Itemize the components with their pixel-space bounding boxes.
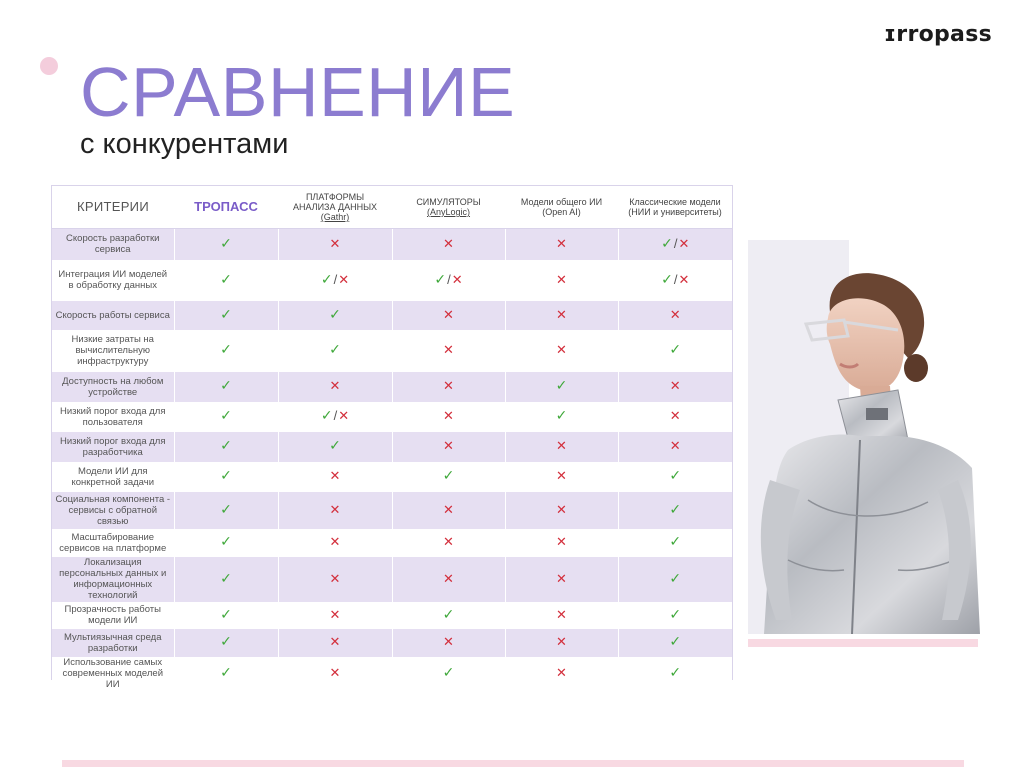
table-row [52,462,732,492]
cross-icon: ✕ [443,306,454,322]
check-icon [618,557,732,602]
cross-icon [278,462,392,492]
table-row [52,492,732,529]
column-header-line: Модели общего ИИ [520,197,603,207]
check-icon [174,602,278,629]
cross-icon: ✕ [443,378,454,393]
check-icon [618,462,732,492]
cross-icon: ✕ [443,534,454,549]
criterion-cell: Модели ИИ для конкретной задачи [52,462,174,492]
check-icon: ✓ [220,234,232,251]
criterion-cell: Мультиязычная среда разработки [52,629,174,657]
check-icon: ✓ [329,437,341,453]
check-icon: ✓ [669,341,682,357]
cross-icon: ✕ [443,408,454,423]
cross-icon [392,330,505,372]
cross-icon [392,402,505,432]
table-row [52,372,732,402]
cross-icon [278,602,392,629]
check-icon: ✓ [555,407,568,423]
cross-icon [505,657,618,690]
check-icon: ✓ [220,500,232,517]
check-icon: ✓ [220,341,232,357]
cross-icon [505,260,618,301]
cross-icon: ✕ [669,408,681,423]
check-icon [618,629,732,657]
check-icon [618,330,732,372]
column-header-0 [52,186,174,229]
check-icon: ✓ [220,437,232,453]
check-icon: ✓ [220,633,232,649]
decorative-bar [748,639,978,647]
person-photo [748,240,980,634]
check-icon [174,657,278,690]
check-icon [278,301,392,330]
cross-icon: ✕ [556,534,567,549]
cross-icon: ✕ [556,606,567,622]
cross-icon [392,432,505,462]
check-icon [618,529,732,557]
cross-icon: ✕ [556,501,567,517]
cross-icon: ✕ [329,534,341,549]
column-header-line: ПЛАТФОРМЫ [305,192,365,202]
check-icon: ✓ [220,663,232,680]
cross-icon [278,229,392,260]
cross-icon: ✕ [556,438,567,453]
check-icon: ✓ [442,467,455,483]
table-row [52,260,732,301]
check-icon: ✓ [669,605,682,622]
column-header-3 [392,186,505,229]
comparison-table [51,185,733,690]
check-icon [618,602,732,629]
check-icon: ✓ [220,270,232,287]
column-header-text: КРИТЕРИИ [77,199,149,214]
cross-icon [618,372,732,402]
partial-icon [278,402,392,432]
partial-icon: ✓/✕ [320,270,350,287]
cross-icon [392,229,505,260]
check-icon: ✓ [442,663,455,680]
check-icon [174,402,278,432]
check-icon [174,330,278,372]
cross-icon: ✕ [443,235,454,251]
column-header-4 [505,186,618,229]
cross-icon: ✕ [556,271,567,287]
criterion-cell: Социальная компонента - сервисы с обратной связью [52,492,174,529]
table-row [52,529,732,557]
cross-icon: ✕ [329,634,341,649]
table-row [52,330,732,372]
check-icon [618,492,732,529]
check-icon [174,557,278,602]
cross-icon: ✕ [556,235,567,251]
check-icon: ✓ [220,605,232,622]
cross-icon: ✕ [329,378,341,393]
table-row [52,602,732,629]
cross-icon [278,557,392,602]
cross-icon: ✕ [556,664,567,680]
cross-icon: ✕ [329,606,341,622]
check-icon [618,657,732,690]
cross-icon [505,462,618,492]
check-icon [278,432,392,462]
check-icon: ✓ [220,467,232,483]
cross-icon: ✕ [443,342,454,357]
column-header-line: (Open AI) [542,207,581,217]
cross-icon [392,492,505,529]
check-icon [392,602,505,629]
check-icon: ✓ [669,569,682,586]
cross-icon: ✕ [669,306,681,322]
cross-icon [392,372,505,402]
cross-icon: ✕ [329,664,341,680]
cross-icon: ✕ [329,570,341,586]
cross-icon [505,629,618,657]
cross-icon [505,432,618,462]
cross-icon [618,432,732,462]
check-icon: ✓ [669,533,682,549]
column-header-line: (НИИ и университеты) [628,207,722,217]
check-icon [392,657,505,690]
check-icon [174,492,278,529]
criterion-cell: Локализация персональных данных и информационных технологий [52,557,174,602]
check-icon [278,330,392,372]
partial-icon [392,260,505,301]
cross-icon [392,301,505,330]
check-icon: ✓ [329,341,341,357]
cross-icon: ✕ [443,570,454,586]
partial-icon [618,229,732,260]
table-row [52,432,732,462]
cross-icon: ✕ [329,501,341,517]
column-header-source: (Gathr) [320,212,350,222]
cross-icon [392,557,505,602]
cross-icon [505,602,618,629]
check-icon [505,372,618,402]
table-row [52,557,732,602]
criterion-cell: Масштабирование сервисов на платформе [52,529,174,557]
column-header-line: СИМУЛЯТОРЫ [416,197,481,207]
cross-icon: ✕ [556,634,567,649]
table-row [52,402,732,432]
check-icon: ✓ [669,500,682,517]
criterion-cell: Низкий порог входа для пользователя [52,402,174,432]
cross-icon [618,402,732,432]
criterion-cell: Скорость работы сервиса [52,301,174,330]
table-row [52,301,732,330]
check-icon: ✓ [220,407,232,423]
cross-icon [505,330,618,372]
partial-icon: ✓/✕ [434,270,463,287]
check-icon [174,629,278,657]
cross-icon [505,557,618,602]
column-header-source: (AnyLogic) [426,207,471,217]
footer-bar [62,760,964,767]
cross-icon: ✕ [556,570,567,586]
cross-icon: ✕ [329,468,341,483]
check-icon [174,529,278,557]
criterion-cell: Доступность на любом устройстве [52,372,174,402]
partial-icon [278,260,392,301]
check-icon [174,462,278,492]
criterion-cell: Скорость разработки сервиса [52,229,174,260]
cross-icon [278,529,392,557]
cross-icon: ✕ [329,235,341,251]
check-icon [505,402,618,432]
check-icon [174,372,278,402]
table-header-row [52,186,732,229]
check-icon: ✓ [669,467,682,483]
cross-icon [618,301,732,330]
partial-icon [618,260,732,301]
check-icon: ✓ [329,305,341,322]
table-row [52,657,732,690]
column-header-1 [174,186,278,229]
tropass-logo: ɪrropass [884,22,992,47]
cross-icon: ✕ [443,634,454,649]
partial-icon: ✓/✕ [661,234,690,251]
cross-icon [278,372,392,402]
cross-icon: ✕ [669,438,681,453]
check-icon [174,229,278,260]
cross-icon [505,301,618,330]
partial-icon: ✓/✕ [320,407,350,423]
cross-icon [505,229,618,260]
column-header-line: Классические модели [629,197,721,207]
cross-icon: ✕ [443,438,454,453]
table-row [52,629,732,657]
check-icon: ✓ [669,663,682,680]
check-icon [392,462,505,492]
cross-icon [278,492,392,529]
table-row [52,229,732,260]
cross-icon [505,492,618,529]
check-icon: ✓ [555,377,568,393]
cross-icon: ✕ [556,306,567,322]
decorative-dot [40,57,58,75]
check-icon: ✓ [220,533,232,549]
check-icon [174,432,278,462]
cross-icon [392,529,505,557]
criterion-cell: Низкие затраты на вычислительную инфраструктуру [52,330,174,372]
criterion-cell: Низкий порог входа для разработчика [52,432,174,462]
check-icon: ✓ [220,305,232,322]
column-header-text: ТРОПАСС [194,199,258,214]
criterion-cell: Прозрачность работы модели ИИ [52,602,174,629]
column-header-line: АНАЛИЗА ДАННЫХ [292,202,378,212]
column-header-5 [618,186,732,229]
cross-icon: ✕ [556,468,567,483]
slide-subtitle: с конкурентами [80,128,289,160]
slide-title: СРАВНЕНИЕ [80,53,516,131]
cross-icon [505,529,618,557]
check-icon: ✓ [669,633,682,649]
check-icon [174,260,278,301]
check-icon: ✓ [220,569,232,586]
partial-icon: ✓/✕ [661,270,690,287]
cross-icon [278,629,392,657]
cross-icon: ✕ [669,378,681,393]
criterion-cell: Использование самых современных моделей ИИ [52,657,174,690]
check-icon [174,301,278,330]
cross-icon: ✕ [556,342,567,357]
cross-icon: ✕ [443,501,454,517]
column-header-2 [278,186,392,229]
cross-icon [278,657,392,690]
criterion-cell: Интеграция ИИ моделей в обработку данных [52,260,174,301]
check-icon: ✓ [442,605,455,622]
check-icon: ✓ [220,377,232,393]
cross-icon [392,629,505,657]
